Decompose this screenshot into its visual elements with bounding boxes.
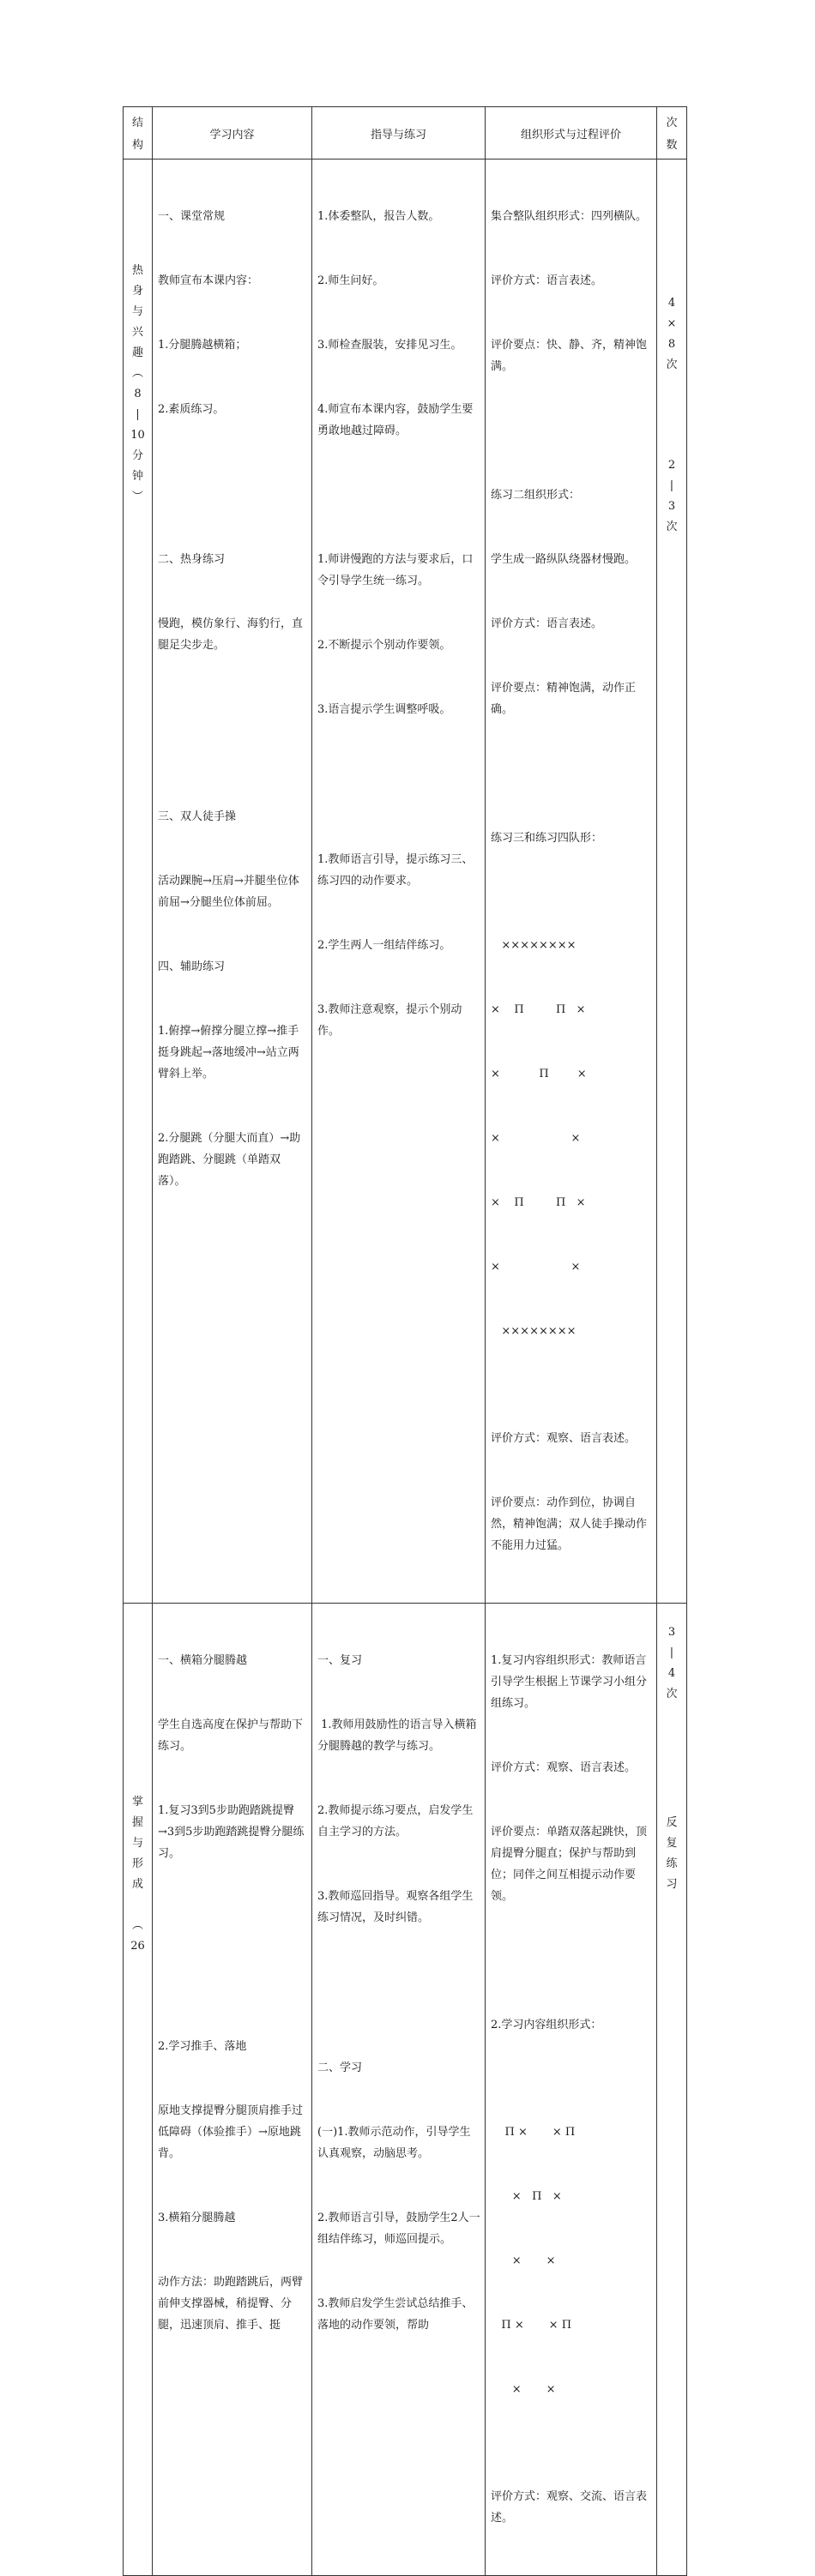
header-organization: 组织形式与过程评价 (486, 107, 657, 159)
header-structure: 结 构 (124, 107, 153, 159)
mastery-count-cell: 3 | 4 次 反 复 练 习 (657, 1604, 687, 2576)
warmup-organization-cell: 集合整队组织形式：四列横队。 评价方式：语言表述。 评价要点：快、静、齐，精神饱满。 练习二组织形式： 学生成一路纵队绕器材慢跑。 评价方式：语言表述。 评价要点：精神饱满，动作正确。 练习三和练习四队形： ×××××××× × Π Π × × Π × × × × Π Π × × × ×××××××× 评价方式：观察、语言表述。 评价要点：动作到位，协调自然，精神饱满；双人徒手操动作不能用力过猛。 (486, 159, 657, 1604)
warmup-structure-cell: 热 身 与 兴 趣 ︵ 8 | 10 分 钟 ︶ (124, 159, 153, 1604)
mastery-structure-cell: 掌 握 与 形 成 ︵ 26 (124, 1604, 153, 2576)
header-row (124, 107, 687, 159)
header-count: 次 数 (657, 107, 687, 159)
header-content: 学习内容 (153, 107, 312, 159)
mastery-organization-cell: 1.复习内容组织形式：教师语言引导学生根据上节课学习小组分组练习。 评价方式：观察、语言表述。 评价要点：单踏双落起跳快，顶肩提臀分腿直；保护与帮助到位；同伴之间互相提示动作要领。 2.学习内容组织形式： Π × × Π × Π × × × Π × × Π × × 评价方式：观察、交流、语言表述。 (486, 1604, 657, 2576)
group-formation: Π × × Π × Π × × × Π × × Π × × (491, 2126, 576, 2396)
header-guidance: 指导与练习 (312, 107, 486, 159)
mastery-content-cell: 一、横箱分腿腾越 学生自选高度在保护与帮助下练习。 1.复习3到5步助跑踏跳提臀→3到5步助跑踏跳提臀分腿练习。 2.学习推手、落地 原地支撑提臀分腿顶肩推手过低障碍（体验推手）→原地跳背。 3.横箱分腿腾越 动作方法：助跑踏跳后，两臂前伸支撑器械，稍提臀、分腿，迅速顶肩、推手、挺 (153, 1604, 312, 2576)
warmup-section-row (124, 159, 687, 1604)
warmup-count-cell: 4 × 8 次 2 | 3 次 (657, 159, 687, 1604)
four-line-formation: ×××××××× × Π Π × × Π × × × × Π Π × × × ×××××××× (491, 939, 587, 1338)
mastery-section-row (124, 1604, 687, 2576)
lesson-plan-table (123, 106, 687, 2576)
warmup-content-cell: 一、课堂常规 教师宣布本课内容： 1.分腿腾越横箱； 2.素质练习。 二、热身练习 慢跑，模仿象行、海豹行，直腿足尖步走。 三、双人徒手操 活动踝腕→压肩→并腿坐位体前屈→分腿坐位体前屈。 四、辅助练习 1.俯撑→俯撑分腿立撑→推手挺身跳起→落地缓冲→站立两臂斜上举。 2.分腿跳（分腿大而直）→助跑踏跳、分腿跳（单踏双落）。 (153, 159, 312, 1604)
warmup-guidance-cell: 1.体委整队，报告人数。 2.师生问好。 3.师检查服装，安排见习生。 4.师宣布本课内容，鼓励学生要勇敢地越过障碍。 1.师讲慢跑的方法与要求后，口令引导学生统一练习。 2.不断提示个别动作要领。 3.语言提示学生调整呼吸。 1.教师语言引导，提示练习三、练习四的动作要求。 2.学生两人一组结伴练习。 3.教师注意观察，提示个别动作。 (312, 159, 486, 1604)
mastery-guidance-cell: 一、复习 1.教师用鼓励性的语言导入横箱分腿腾越的教学与练习。 2.教师提示练习要点，启发学生自主学习的方法。 3.教师巡回指导。观察各组学生练习情况，及时纠错。 二、学习 (一)1.教师示范动作，引导学生认真观察，动脑思考。 2.教师语言引导，鼓励学生2人一组结伴练习，师巡回提示。 3.教师启发学生尝试总结推手、落地的动作要领，帮助 (312, 1604, 486, 2576)
